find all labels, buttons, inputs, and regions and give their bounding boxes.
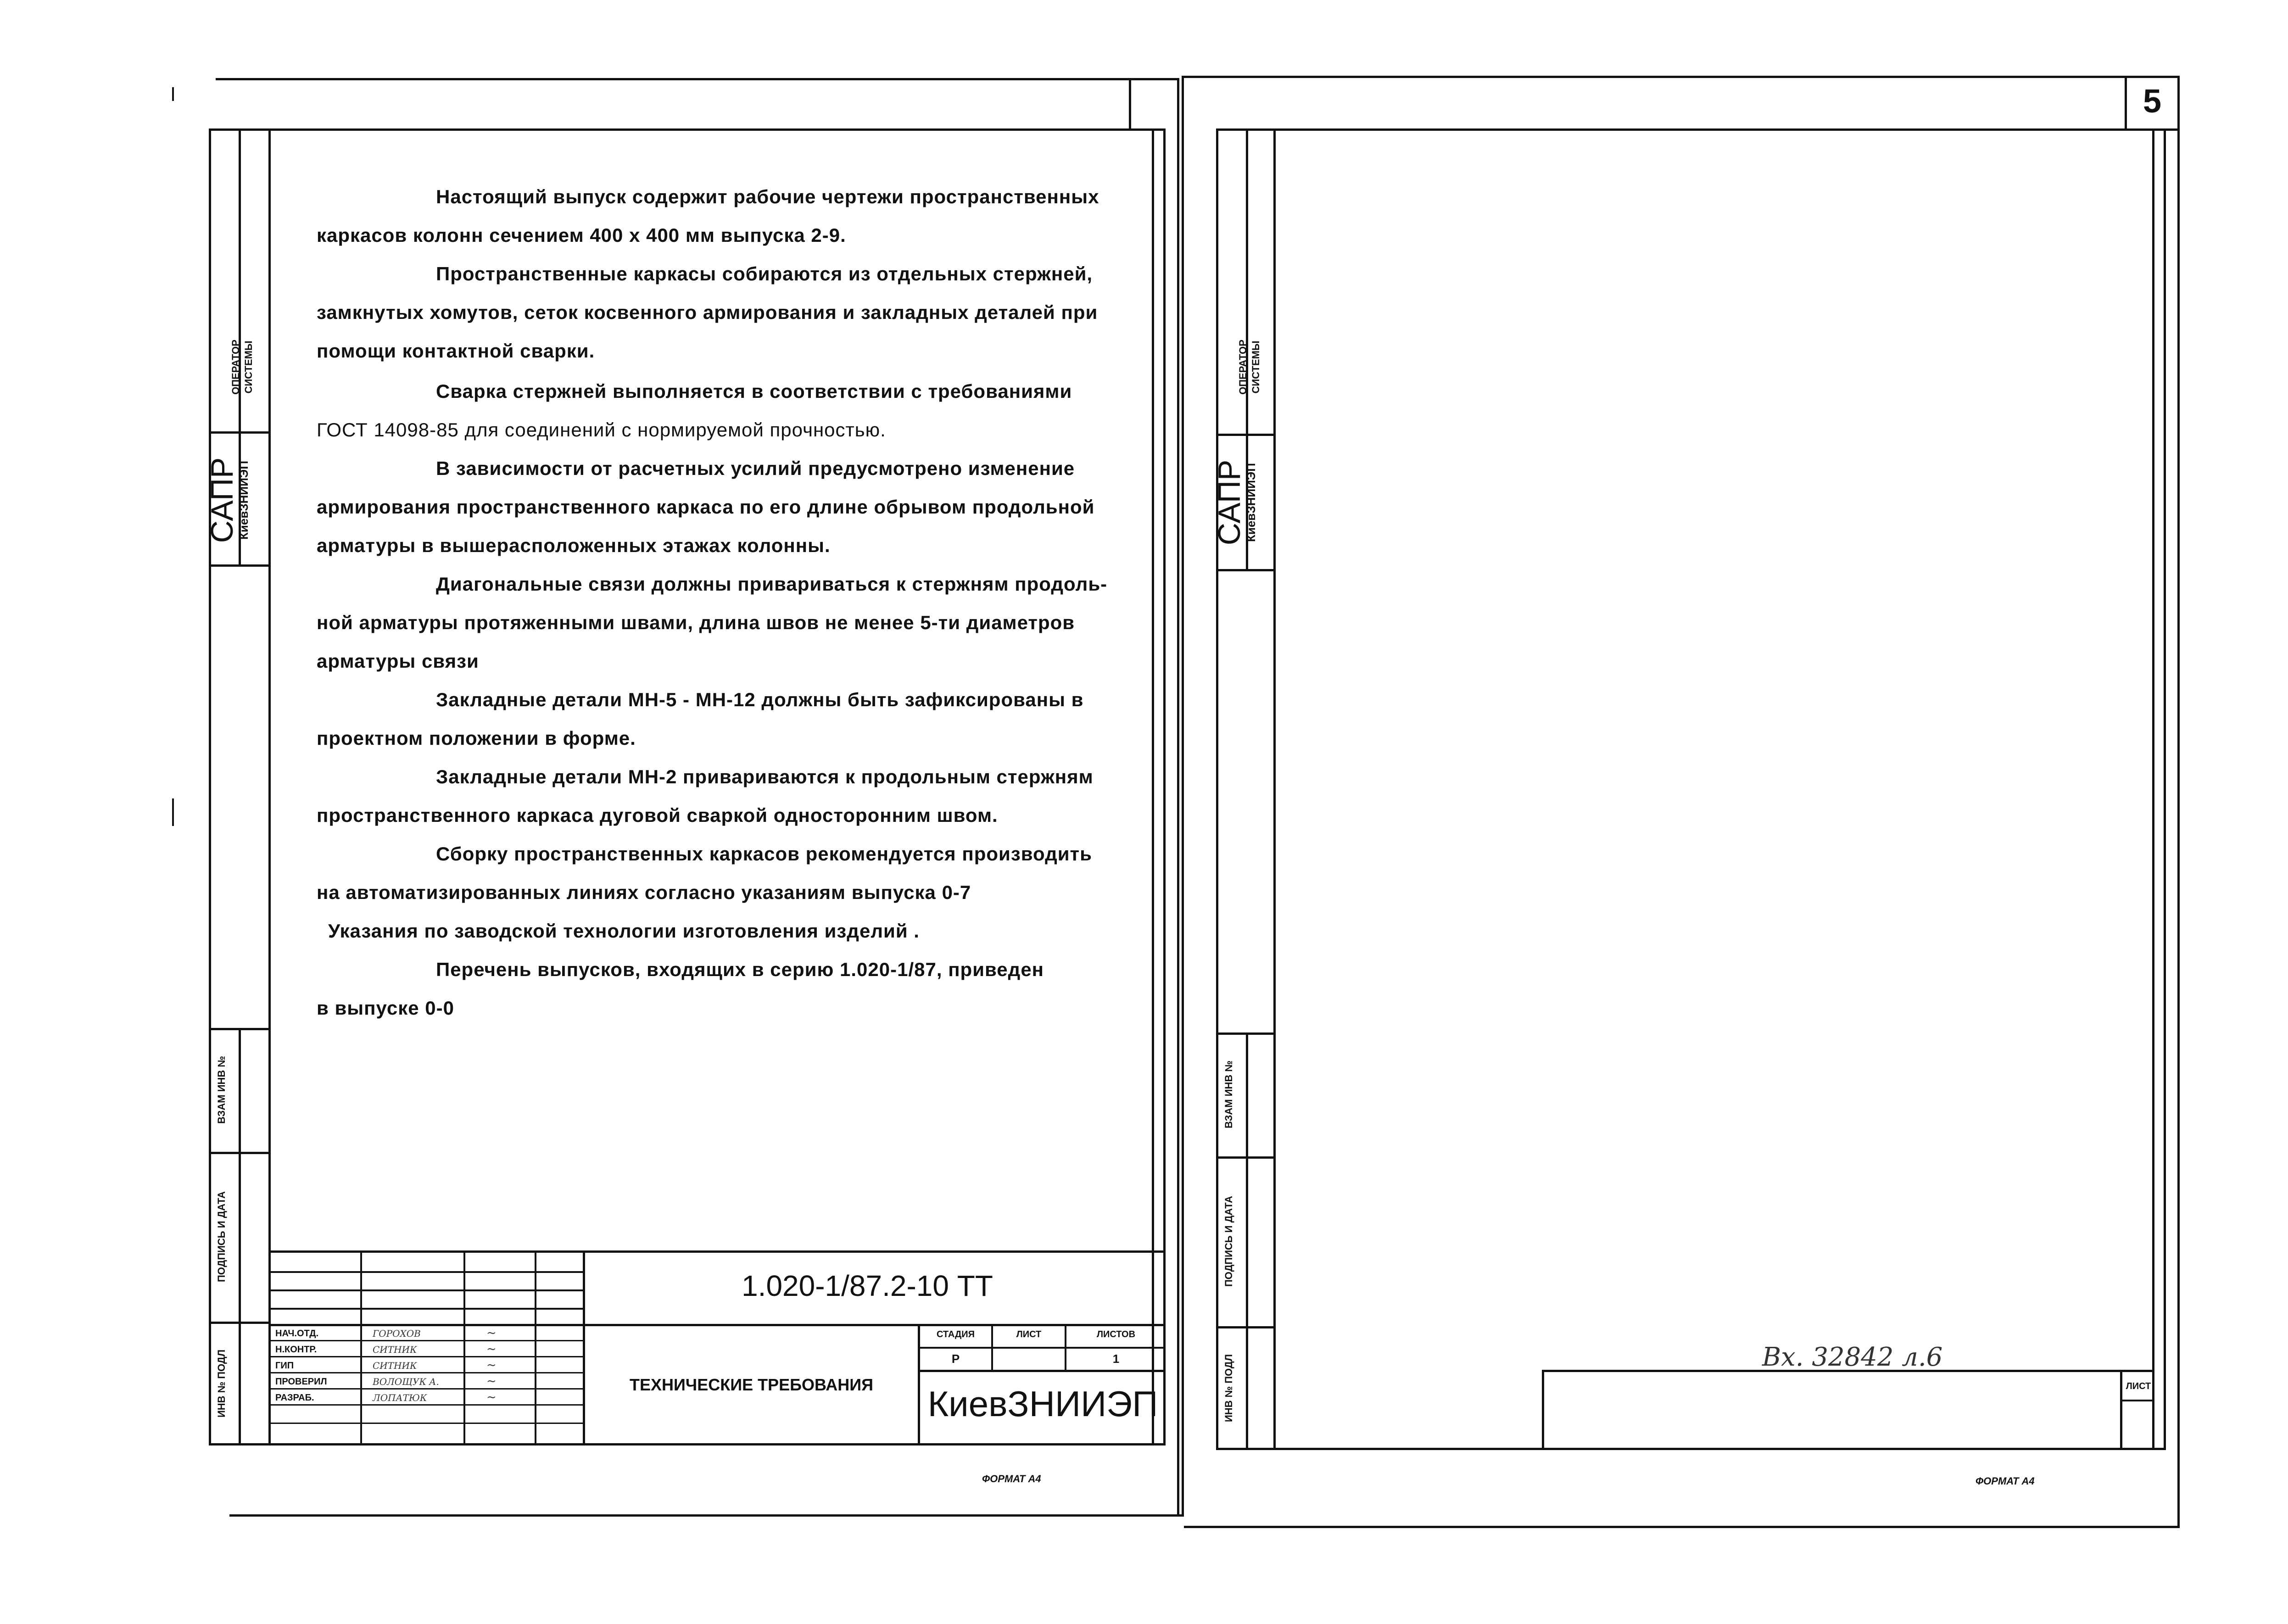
note-line: Сборку пространственных каркасов рекомендуется производить [436, 843, 1092, 865]
inv-podl-label-right: ИНВ № ПОДЛ [1223, 1354, 1234, 1423]
scan-mark [172, 798, 174, 826]
tb-row-7 [268, 1372, 585, 1373]
note-line: замкнутых хомутов, сеток косвенного армирования и закладных деталей при [317, 301, 1098, 323]
podpis-data-label: ПОДПИСЬ И ДАТА [216, 1191, 227, 1283]
inv-podl-label: ИНВ № ПОДЛ [216, 1349, 227, 1418]
note-line: Сварка стержней выполняется в соответствии с требованиями [436, 380, 1072, 402]
tb-top [268, 1250, 1166, 1253]
right-frame-inner-right [2152, 128, 2154, 1450]
role-signature: ~ [486, 1326, 497, 1340]
tb-bottom [268, 1443, 1166, 1445]
tb-row-1 [268, 1271, 585, 1273]
vzam-inv-label: ВЗАМ ИНВ № [216, 1056, 227, 1124]
sapr-stamp [206, 431, 262, 569]
role-name: ЛОПАТЮК [373, 1392, 427, 1403]
note-line: ГОСТ 14098-85 для соединений с нормируемой прочностью. [317, 419, 886, 441]
note-line: армирования пространственного каркаса по его длине обрывом продольной [317, 496, 1095, 518]
list-box-mid [2120, 1400, 2154, 1401]
left-top-rule [216, 78, 1179, 80]
handwritten-reference: Вх. 32842 л.6 [1762, 1342, 1943, 1372]
left-top-stub [1129, 78, 1131, 128]
role-name: ВОЛОЩУК А. [373, 1376, 439, 1387]
tb-row-3 [268, 1308, 585, 1310]
sheets-value: 1 [1112, 1352, 1120, 1366]
role-label: ПРОВЕРИЛ [275, 1377, 327, 1387]
right-main-frame [1273, 128, 2166, 1450]
note-line: Настоящий выпуск содержит рабочие чертежи пространственных [436, 186, 1099, 207]
right-title-box [1542, 1370, 2154, 1450]
tb-row-4 [268, 1324, 1166, 1326]
scan-mark [172, 87, 174, 101]
vzam-inv-label-right: ВЗАМ ИНВ № [1223, 1060, 1234, 1128]
note-line: Закладные детали МН-2 привариваются к продольным стержням [436, 766, 1094, 787]
role-name: СИТНИК [373, 1360, 417, 1371]
note-line: помощи контактной сварки. [317, 340, 595, 362]
role-signature: ~ [486, 1374, 497, 1388]
right-left-edge [1182, 78, 1184, 1517]
role-label: ГИП [275, 1361, 294, 1371]
tb-stage-bottom [918, 1370, 1166, 1372]
note-line: ной арматуры протяженными швами, длина швов не менее 5-ти диаметров [317, 612, 1075, 633]
note-line: арматуры связи [317, 650, 479, 672]
operator-line2: СИСТЕМЫ [1250, 340, 1261, 394]
tb-row-2 [268, 1289, 585, 1291]
role-name: ГОРОХОВ [373, 1328, 421, 1339]
tb-col-1 [360, 1250, 362, 1443]
right-right-edge [2177, 76, 2180, 1528]
podpis-data-label-right: ПОДПИСЬ И ДАТА [1223, 1195, 1234, 1287]
role-label: Н.КОНТР. [275, 1345, 317, 1355]
role-label: НАЧ.ОТД. [275, 1328, 319, 1339]
list-label: ЛИСТ [2126, 1381, 2151, 1391]
note-line: Пространственные каркасы собираются из отдельных стержней, [436, 263, 1093, 285]
role-name: СИТНИК [373, 1344, 417, 1355]
right-top-rule [1182, 76, 2180, 78]
role-label: РАЗРАБ. [275, 1393, 314, 1403]
note-line: пространственного каркаса дуговой сваркой односторонним швом. [317, 804, 998, 826]
operator-system-label-right [1237, 303, 1273, 431]
tb-row-10 [268, 1423, 585, 1424]
right-bottom-rule [1184, 1526, 2180, 1528]
note-line: на автоматизированных линиях согласно указаниям выпуска 0-7 [317, 882, 971, 903]
sapr-label: САПР [205, 457, 240, 543]
format-label-right: ФОРМАТ А4 [1975, 1475, 2035, 1487]
tb-col-2 [463, 1250, 465, 1443]
role-signature: ~ [486, 1358, 497, 1372]
note-line: Указания по заводской технологии изготовления изделий . [328, 920, 920, 942]
sapr-org: КиевЗНИИЭП [1244, 463, 1258, 542]
tb-row-6 [268, 1356, 585, 1357]
document-code: 1.020-1/87.2-10 ТТ [742, 1269, 993, 1302]
left-right-edge [1177, 78, 1179, 1517]
note-line: в выпуске 0-0 [317, 997, 454, 1019]
tb-row-9 [268, 1404, 585, 1406]
tb-row-5 [268, 1340, 585, 1341]
operator-line1: ОПЕРАТОР [1237, 340, 1249, 395]
notes-text-block [317, 187, 1143, 1036]
tb-col-5 [918, 1324, 920, 1443]
sapr-stamp-right [1214, 434, 1269, 571]
operator-line1: ОПЕРАТОР [230, 340, 241, 395]
side-label-divider [239, 1028, 241, 1445]
note-line: В зависимости от расчетных усилий предусмотрено изменение [436, 458, 1075, 479]
org-name: КиевЗНИИЭП [927, 1384, 1158, 1424]
note-line: проектном положении в форме. [317, 727, 636, 749]
tb-stage-mid [918, 1347, 1166, 1349]
note-line: Закладные детали МН-5 - МН-12 должны быть зафиксированы в [436, 689, 1084, 710]
document-title: ТЕХНИЧЕСКИЕ ТРЕБОВАНИЯ [630, 1375, 873, 1394]
role-signature: ~ [486, 1390, 497, 1404]
left-bottom-rule [229, 1514, 1184, 1517]
left-frame-inner-right [1152, 128, 1154, 1445]
role-signature: ~ [486, 1342, 497, 1356]
note-line: Перечень выпусков, входящих в серию 1.020-1/87, приведен [436, 959, 1044, 980]
operator-line2: СИСТЕМЫ [242, 340, 254, 394]
format-label-left: ФОРМАТ А4 [982, 1473, 1041, 1484]
sheets-header: ЛИСТОВ [1096, 1329, 1136, 1339]
right-side-label-divider [1246, 1032, 1248, 1450]
page-number: 5 [2143, 83, 2162, 120]
note-line: арматуры в вышерасположенных этажах колонны. [317, 535, 831, 556]
sheet-header: ЛИСТ [1016, 1329, 1042, 1339]
stage-value: Р [951, 1352, 960, 1366]
sapr-org: КиевЗНИИЭП [237, 461, 251, 540]
note-line: каркасов колонн сечением 400 х 400 мм выпуска 2-9. [317, 224, 846, 246]
tb-col-3 [535, 1250, 536, 1443]
tb-row-8 [268, 1388, 585, 1390]
sapr-label: САПР [1212, 459, 1247, 546]
note-line: Диагональные связи должны привариваться к стержням продоль- [436, 573, 1108, 595]
operator-system-label [229, 303, 266, 431]
stage-header: СТАДИЯ [936, 1329, 975, 1339]
